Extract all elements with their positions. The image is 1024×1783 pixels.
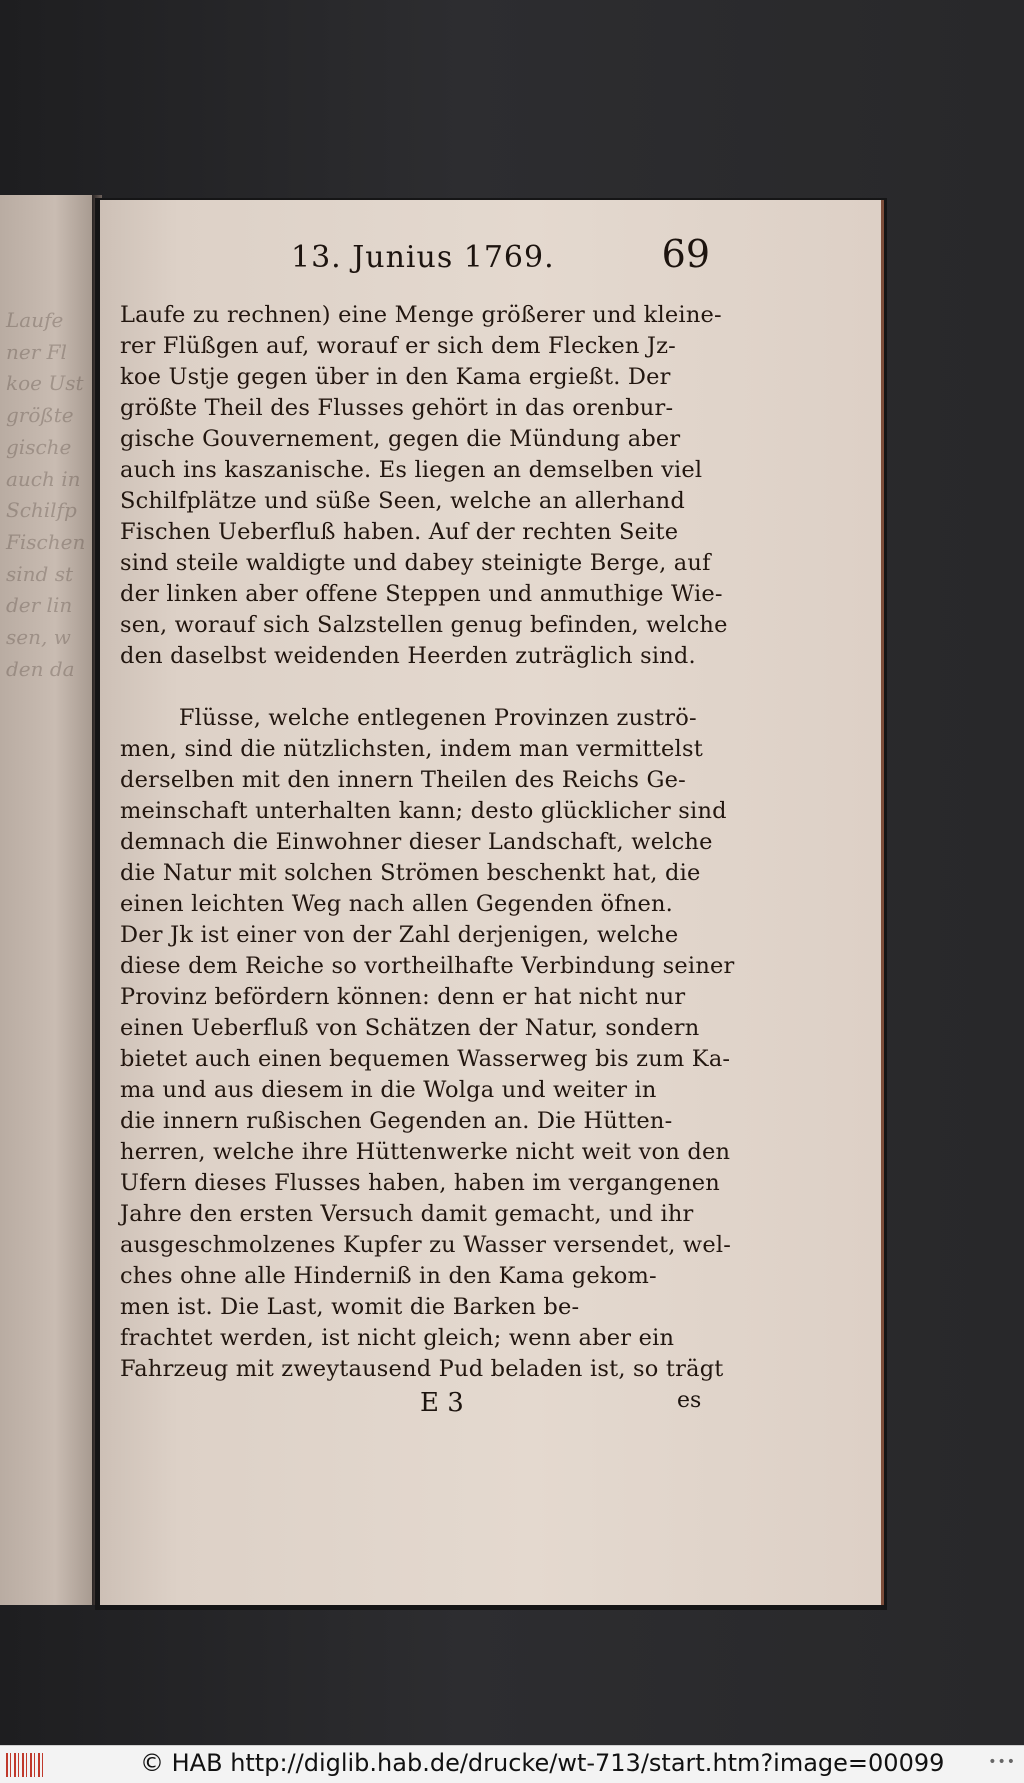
text-line: ma und aus diesem in die Wolga und weiter in [120, 1077, 657, 1103]
previous-page-edge [0, 195, 92, 1605]
text-line: der linken aber offene Steppen und anmuthige Wie- [120, 581, 723, 607]
text-line: die Natur mit solchen Strömen beschenkt hat, die [120, 860, 701, 886]
text-line: Fahrzeug mit zweytausend Pud beladen ist, so trägt [120, 1356, 724, 1382]
more-options-icon[interactable]: ••• [988, 1754, 1016, 1770]
text-line: meinschaft unterhalten kann; desto glücklicher sind [120, 798, 727, 824]
text-line: men, sind die nützlichsten, indem man vermittelst [120, 736, 703, 762]
text-line: Fischen Ueberfluß haben. Auf der rechten Seite [120, 519, 679, 545]
paragraph-1 [120, 300, 728, 672]
text-line: derselben mit den innern Theilen des Reichs Ge- [120, 767, 686, 793]
signature-mark: E 3 [420, 1388, 464, 1418]
text-line: rer Flüßgen auf, worauf er sich dem Flecken Jz- [120, 333, 676, 359]
text-line: Der Jk ist einer von der Zahl derjenigen, welche [120, 922, 679, 948]
text-line: einen leichten Weg nach allen Gegenden öfnen. [120, 891, 674, 917]
copyright-link[interactable]: © HAB http://diglib.hab.de/drucke/wt-713/start.htm?image=00099 [140, 1749, 945, 1777]
page-text [120, 300, 735, 1385]
text-line: Ufern dieses Flusses haben, haben im vergangenen [120, 1170, 720, 1196]
text-line: bietet auch einen bequemen Wasserweg bis zum Ka- [120, 1046, 731, 1072]
text-line: größte Theil des Flusses gehört in das orenbur- [120, 395, 674, 421]
running-title: 13. Junius 1769. [291, 240, 555, 275]
text-line: sen, worauf sich Salzstellen genug befinden, welche [120, 612, 728, 638]
text-line: die innern rußischen Gegenden an. Die Hütten- [120, 1108, 673, 1134]
catchword: es [677, 1388, 702, 1413]
text-line: koe Ustje gegen über in den Kama ergießt. Der [120, 364, 671, 390]
text-line: herren, welche ihre Hüttenwerke nicht weit von den [120, 1139, 731, 1165]
paragraph-2 [120, 703, 735, 1385]
text-line: gische Gouvernement, gegen die Mündung aber [120, 426, 681, 452]
page-number: 69 [661, 232, 710, 276]
running-header [125, 232, 710, 282]
text-line: ausgeschmolzenes Kupfer zu Wasser versendet, wel- [120, 1232, 732, 1258]
text-line: einen Ueberfluß von Schätzen der Natur, sondern [120, 1015, 700, 1041]
attribution-bar [0, 1745, 1024, 1783]
text-line: den daselbst weidenden Heerden zuträglich sind. [120, 643, 696, 669]
text-line: auch ins kaszanische. Es liegen an demselben viel [120, 457, 703, 483]
text-line: sind steile waldigte und dabey steinigte Berge, auf [120, 550, 711, 576]
paragraph-gap [120, 672, 720, 703]
text-line: Provinz befördern können: denn er hat nicht nur [120, 984, 686, 1010]
text-line: Laufe zu rechnen) eine Menge größerer und kleine- [120, 302, 722, 328]
text-line: diese dem Reiche so vortheilhafte Verbindung seiner [120, 953, 735, 979]
text-line: Flüsse, welche entlegenen Provinzen zuströ- [120, 705, 697, 731]
text-line: demnach die Einwohner dieser Landschaft, welche [120, 829, 713, 855]
text-line: men ist. Die Last, womit die Barken be- [120, 1294, 580, 1320]
text-line: Schilfplätze und süße Seen, welche an allerhand [120, 488, 685, 514]
text-line: ches ohne alle Hinderniß in den Kama gekom- [120, 1263, 657, 1289]
hab-logo-icon [6, 1753, 46, 1777]
previous-page-bleed-text: Laufe ner Fl koe Ust größte gische auch in Schilfp Fischen sind st der lin sen, w den da [6, 308, 86, 681]
text-line: frachtet werden, ist nicht gleich; wenn aber ein [120, 1325, 675, 1351]
text-line: Jahre den ersten Versuch damit gemacht, und ihr [120, 1201, 694, 1227]
